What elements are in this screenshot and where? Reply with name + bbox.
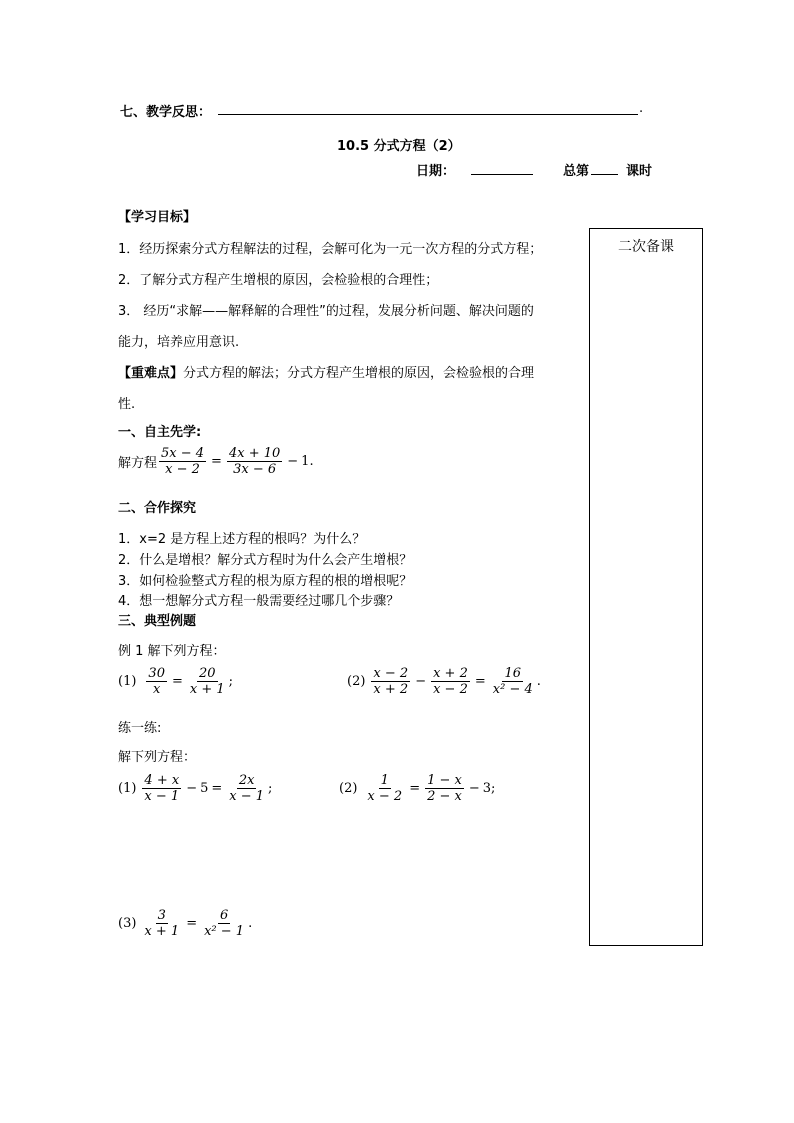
key-points [118,362,534,381]
example-equation-2: (2) $\frac{x - 2}{x + 2}$ − $\frac{x + 2}{x - 2}$ = $\frac{16}{\text{x² − 4}}$ . [347,666,541,697]
equation-end: ; [228,674,234,689]
cooperation-item: 2．什么是增根？解分式方程时为什么会产生增根？ [118,553,413,568]
equation-tail: 1. [301,454,314,469]
key-points-continuation: 性. [118,397,136,412]
fraction: $\frac{30}{x}$ [148,666,165,697]
date-blank [471,174,533,175]
objectives-heading: 【学习目标】 [118,210,197,225]
fraction: $\frac{4x + 10}{3x - 6}$ [228,446,281,477]
fraction: $\frac{1}{x - 2}$ [367,773,403,804]
practice-heading: 练一练: [118,721,162,736]
equation-end: . [536,674,541,689]
date-label: 日期： [416,164,456,179]
total-label: 总第 [563,164,590,179]
total-blank [591,174,618,175]
practice-equation-1: (1) $\frac{4 + x}{x - 1}$ − 5 = $\frac{2x}{x - 1}$ ; [118,773,273,804]
fraction: $\frac{1 - x}{2 - x}$ [427,773,462,804]
practice-equation-3: (3) $\frac{3}{x + 1}$ = $\frac{6}{\text{x² − 1}}$ . [118,908,253,939]
objective-item: 1．经历探索分式方程解法的过程，会解可化为一元一次方程的分式方程； [118,242,543,257]
fraction: $\frac{4 + x}{x - 1}$ [144,773,180,804]
cooperation-item: 3．如何检验整式方程的根为原方程的根的增根呢？ [118,574,413,589]
self-study-heading: 一、自主先学: [118,425,202,440]
cooperation-item: 4．想一想解分式方程一般需要经过哪几个步骤？ [118,594,400,609]
reflection-blank [218,114,638,115]
objective-item: 3． 经历“求解——解释解的合理性”的过程，发展分析问题、解决问题的 [118,304,534,319]
examples-heading: 三、典型例题 [118,614,197,629]
equation-label: (1) [118,781,137,796]
fraction: $\frac{6}{\text{x² − 1}}$ [204,908,245,939]
practice-equation-2: (2) $\frac{1}{x - 2}$ = $\frac{1 - x}{2 - x}$ − 3 ; [339,773,496,804]
equation-label: (2) [339,781,358,796]
practice-intro: 解下列方程： [118,750,197,765]
fraction: $\frac{3}{x + 1}$ [144,908,180,939]
equation-constant: 5 [200,781,209,796]
fraction: $\frac{x - 2}{x + 2}$ [373,666,409,697]
objective-item: 2．了解分式方程产生增根的原因，会检验根的合理性； [118,273,439,288]
secondary-prep-title: 二次备课 [618,239,674,255]
equation-end: ; [491,781,496,796]
cooperation-heading: 二、合作探究 [118,501,197,516]
reflection-end: . [639,101,644,116]
equation-label: (2) [347,674,366,689]
self-study-prefix: 解方程 [118,456,158,471]
lesson-label: 课时 [626,164,653,179]
key-points-label: 【重难点】 [118,366,184,381]
equation-label: (3) [118,916,137,931]
self-study-equation: 解方程 $\frac{5x - 4}{x - 2}$ = $\frac{4x + 10}{3x - 6}$ − 1. [118,446,314,477]
equation-constant: 3 [482,781,492,796]
reflection-label: 七、教学反思： [120,105,212,120]
equation-end: . [248,916,253,931]
fraction: $\frac{5x - 4}{x - 2}$ [161,446,205,477]
equation-end: ; [268,781,273,796]
objective-item: 能力，培养应用意识. [118,335,240,350]
example-equation-1: (1) $\frac{30}{x}$ = $\frac{20}{x + 1}$ ; [118,666,234,697]
equation-label: (1) [118,674,137,689]
cooperation-item: 1．x=2 是方程上述方程的根吗？为什么？ [118,532,366,547]
key-points-text: 分式方程的解法；分式方程产生增根的原因，会检验根的合理 [183,366,535,381]
fraction: $\frac{x + 2}{x - 2}$ [433,666,468,697]
secondary-prep-box [589,228,703,946]
page-title: 10.5 分式方程（2） [337,139,461,154]
fraction: $\frac{20}{x + 1}$ [189,666,225,697]
fraction: $\frac{2x}{x - 1}$ [229,773,265,804]
example-intro: 例 1 解下列方程： [118,644,226,659]
fraction: $\frac{16}{\text{x² − 4}}$ [492,666,533,697]
